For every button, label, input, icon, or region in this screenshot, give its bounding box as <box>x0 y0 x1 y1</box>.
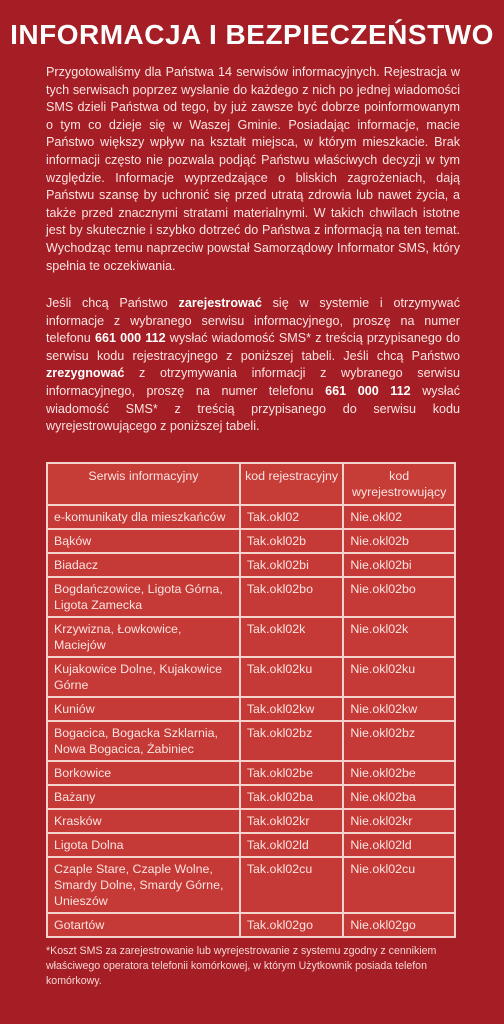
page-title: INFORMACJA I BEZPIECZEŃSTWO <box>10 19 494 50</box>
register-code: Tak.okl02ba <box>240 785 344 809</box>
unregister-code: Nie.okl02go <box>343 913 455 937</box>
instructions-text-4: z otrzymywania informacji z wybranego serwisu informacyjnego, proszę na numer telefonu <box>46 366 460 398</box>
phone-number-register: 661 000 112 <box>94 331 166 346</box>
unregister-code: Nie.okl02 <box>343 505 455 529</box>
unregister-code: Nie.okl02kw <box>343 697 455 721</box>
unregister-code: Nie.okl02k <box>343 617 455 657</box>
service-name: Biadacz <box>47 553 240 577</box>
table-row <box>47 657 455 697</box>
table-row <box>47 617 455 657</box>
services-table <box>46 462 456 938</box>
table-row <box>47 785 455 809</box>
table-row <box>47 697 455 721</box>
unregister-code: Nie.okl02ba <box>343 785 455 809</box>
register-code: Tak.okl02b <box>240 529 344 553</box>
register-code: Tak.okl02bi <box>240 553 344 577</box>
table-row <box>47 857 455 913</box>
unregister-keyword: zrezygnować <box>46 366 125 381</box>
register-code: Tak.okl02bz <box>240 721 344 761</box>
unregister-code: Nie.okl02kr <box>343 809 455 833</box>
unregister-code: Nie.okl02ku <box>343 657 455 697</box>
register-code: Tak.okl02go <box>240 913 344 937</box>
service-name: e-komunikaty dla mieszkańców <box>47 505 240 529</box>
table-row <box>47 529 455 553</box>
header-unregister-code: kod wyrejestrowujący <box>343 463 455 505</box>
table-row <box>47 761 455 785</box>
instructions-paragraph <box>46 295 460 436</box>
register-code: Tak.okl02kr <box>240 809 344 833</box>
table-row <box>47 913 455 937</box>
service-name: Bogdańczowice, Ligota Górna, Ligota Zamecka <box>47 577 240 617</box>
service-name: Czaple Stare, Czaple Wolne, Smardy Dolne, Smardy Górne, Unieszów <box>47 857 240 913</box>
table-row <box>47 553 455 577</box>
unregister-code: Nie.okl02bz <box>343 721 455 761</box>
table-row <box>47 577 455 617</box>
register-code: Tak.okl02 <box>240 505 344 529</box>
service-name: Gotartów <box>47 913 240 937</box>
service-name: Bąków <box>47 529 240 553</box>
table-header-row <box>47 463 455 505</box>
unregister-code: Nie.okl02cu <box>343 857 455 913</box>
service-name: Bogacica, Bogacka Szklarnia, Nowa Bogacica, Żabiniec <box>47 721 240 761</box>
service-name: Bażany <box>47 785 240 809</box>
unregister-code: Nie.okl02bo <box>343 577 455 617</box>
service-name: Kuniów <box>47 697 240 721</box>
phone-number-unregister: 661 000 112 <box>325 383 411 398</box>
header-service: Serwis informacyjny <box>47 463 240 505</box>
register-code: Tak.okl02kw <box>240 697 344 721</box>
register-code: Tak.okl02bo <box>240 577 344 617</box>
register-code: Tak.okl02ld <box>240 833 344 857</box>
unregister-code: Nie.okl02ld <box>343 833 455 857</box>
intro-paragraph: Przygotowaliśmy dla Państwa 14 serwisów informacyjnych. Rejestracja w tych serwisach poprzez wysłanie do każdego z nich po jednej wiadomości SMS dzieli Państwa od tego, by już zawsze być dobrze poinformowanym o tym co dzieje się w Waszej Gminie. Posiadając informacje, macie Państwo większy wpływ na kształt miejsca, w którym mieszkacie. Brak informacji często nie pozwala podjąć Państwu właściwych decyzji w tym względzie. Informacje wyprzedzające o bliskich zagrożeniach, dają Państwu szansę by uchronić się przed utratą zdrowia lub nawet życia, a także przed znacznymi stratami materialnymi. W takich chwilach istotne jest by skutecznie i szybko dotrzeć do Państwa z informacją na ten temat. Wychodząc temu naprzeciw powstał Samorządowy Informator SMS, który spełnia te oczekiwania. <box>46 65 460 273</box>
service-name: Ligota Dolna <box>47 833 240 857</box>
instructions-text-1: Jeśli chcą Państwo <box>46 296 179 310</box>
table-row <box>47 721 455 761</box>
table-row <box>47 809 455 833</box>
table-row <box>47 505 455 529</box>
instructions-text-3: wysłać wiadomość SMS* z treścią przypisanego do serwisu kodu rejestracyjnego z poniższej tabeli. Jeśli chcą Państwo <box>46 331 460 363</box>
instructions-text-2: się w systemie i otrzymywać informacje z wybranego serwisu informacyjnego, proszę na numer telefonu <box>46 296 460 346</box>
instructions-text-5: wysłać wiadomość SMS* z treścią przypisanego do serwisu kodu wyrejestrowującego z poniższej tabeli. <box>46 383 460 434</box>
service-name: Kujakowice Dolne, Kujakowice Górne <box>47 657 240 697</box>
service-name: Borkowice <box>47 761 240 785</box>
register-code: Tak.okl02cu <box>240 857 344 913</box>
register-code: Tak.okl02k <box>240 617 344 657</box>
sms-cost-footnote: *Koszt SMS za zarejestrowanie lub wyrejestrowanie z systemu zgodny z cennikiem właściwego operatora telefonii komórkowej, w którym Użytkownik posiada telefon komórkowy. <box>46 945 437 987</box>
unregister-code: Nie.okl02bi <box>343 553 455 577</box>
register-keyword: zarejestrować <box>178 296 262 310</box>
register-code: Tak.okl02be <box>240 761 344 785</box>
table-row <box>47 833 455 857</box>
unregister-code: Nie.okl02b <box>343 529 455 553</box>
unregister-code: Nie.okl02be <box>343 761 455 785</box>
register-code: Tak.okl02ku <box>240 657 344 697</box>
service-name: Krzywizna, Łowkowice, Maciejów <box>47 617 240 657</box>
service-name: Krasków <box>47 809 240 833</box>
header-register-code: kod rejestracyjny <box>240 463 344 505</box>
